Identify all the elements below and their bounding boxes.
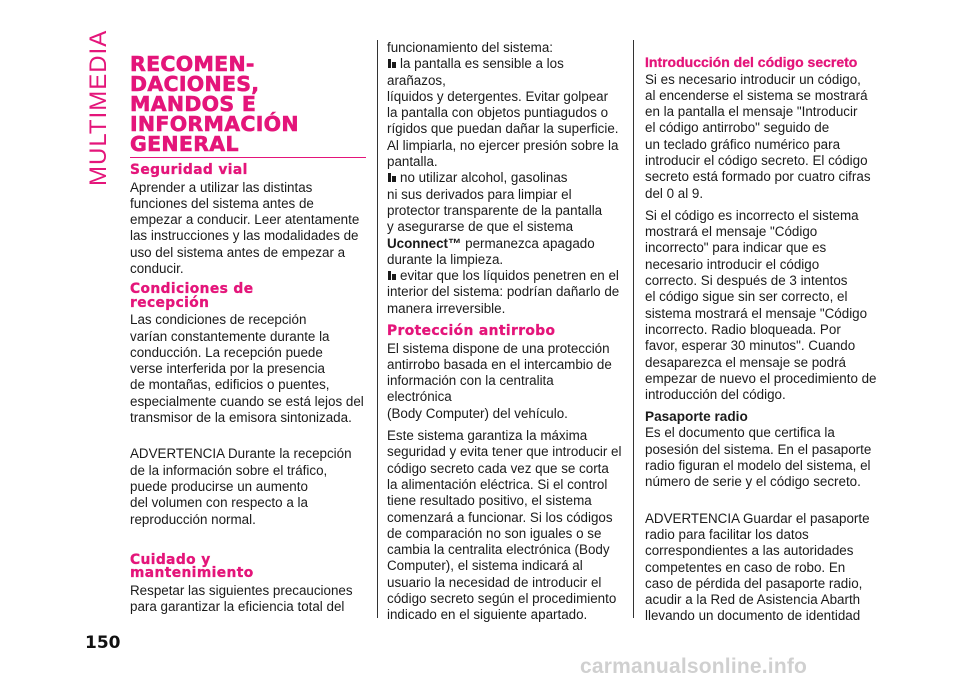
paragraph-proteccion-2: Este sistema garantiza la máxima seguridad y evita tener que introducir el código secreto cada vez que se corta la alimentación eléctrica. Si el control tiene resultado positivo, el sistema comenzará a funcionar. Si los códigos de comparación no son iguales o se cambia la centralita electrónica (Body Computer), el sistema indicará al usuario la necesidad de introducir el código secreto según el procedimiento indicado en el siguiente apartado. (387, 428, 622, 623)
bullet-text: no utilizar alcohol, gasolinas ni sus derivados para limpiar el protector transparente de la pantalla y asegurarse de que el sistema (387, 170, 603, 235)
paragraph-cuidado: Respetar las siguientes precauciones para garantizar la eficiencia total del (130, 582, 353, 615)
paragraph-codigo-1: Si es necesario introducir un código, al encenderse el sistema se mostrará en la pantalla el mensaje "Introducir el código antirrobo" seguido de un teclado gráfico numérico para introducir el código secreto. El código secreto está formado por cuatro cifras del 0 al 9. (645, 71, 871, 201)
spacer (130, 534, 366, 548)
bullet-text: la pantalla es sensible a los arañazos, líquidos y detergentes. Evitar golpear la pantalla con objetos puntiagudos o rígidos que puedan dañar la superficie. Al limpiarla, no ejercer presión sobre la pantalla. (387, 56, 619, 170)
paragraph-proteccion-1: El sistema dispone de una protección antirrobo basada en el intercambio de información con la centralita electrónica (Body Computer) del vehículo. (387, 340, 612, 421)
column-2 (387, 40, 622, 630)
bullet-item (387, 170, 622, 268)
column-3 (645, 56, 880, 631)
bullet-text: permanezca apagado durante la limpieza. (387, 235, 595, 267)
section-side-label (84, 29, 114, 190)
bullet-text: evitar que los líquidos penetren en el interior del sistema: podrían dañarlo de manera irreversible. (387, 268, 620, 316)
bullet-item (387, 56, 622, 170)
warning-trafico: ADVERTENCIA Durante la recepción de la información sobre el tráfico, puede producirse un aumento del volumen con respecto a la reproducción normal. (130, 446, 352, 527)
brand-uconnect: Uconnect™ (387, 235, 462, 251)
warning-pasaporte: ADVERTENCIA Guardar el pasaporte radio para facilitar los datos correspondientes a las autoridades competentes en caso de robo. En caso de pérdida del pasaporte radio, acudir a la Red de Asistencia Abarth llevando un documento de identidad (645, 510, 870, 624)
page-title: RECOMEN- DACIONES, MANDOS E INFORMACIÓN GENERAL (130, 54, 366, 158)
heading-condiciones-recepcion: Condiciones de recepción (130, 281, 254, 311)
bullet-item (387, 268, 622, 317)
heading-pasaporte-radio: Pasaporte radio (645, 409, 748, 425)
side-label-text: MULTIMEDIA (85, 29, 112, 186)
heading-seguridad-vial: Seguridad vial (130, 162, 248, 178)
column-divider-1 (377, 40, 378, 618)
column-divider-2 (633, 40, 634, 618)
heading-proteccion-antirrobo: Protección antirrobo (387, 323, 556, 340)
bullet-icon (387, 172, 396, 183)
paragraph-seguridad-vial: Aprender a utilizar las distintas funciones del sistema antes de empezar a conducir. Leer atentamente las instrucciones y las modalidades de uso del sistema antes de empezar a conducir. (130, 179, 360, 276)
paragraph-funcionamiento: funcionamiento del sistema: (387, 40, 553, 55)
heading-introduccion-codigo: Introducción del código secreto (645, 54, 858, 70)
paragraph-codigo-2: Si el código es incorrecto el sistema mostrará el mensaje "Código incorrecto" para indicar que es necesario introducir el código correcto. Si después de 3 intentos el código sigue sin ser correcto, el sistema mostrará el mensaje "Código incorrecto. Radio bloqueada. Por favor, esperar 30 minutos". Cuando desaparezca el mensaje se podrá empezar de nuevo el procedimiento de introducción del código. (645, 207, 877, 403)
bullet-icon (387, 58, 396, 69)
paragraph-pasaporte: Es el documento que certifica la posesión del sistema. En el pasaporte radio figuran el modelo del sistema, el número de serie y el código secreto. (645, 425, 872, 490)
paragraph-condiciones-recepcion: Las condiciones de recepción varían constantemente durante la conducción. La recepción puede verse interferida por la presencia de montañas, edificios o puentes, especialmente cuando se está lejos del transmisor de la emisora sintonizada. (130, 312, 364, 426)
column-1 (130, 40, 366, 621)
spacer (130, 432, 366, 446)
watermark: carmanualsonline.info (580, 655, 808, 678)
heading-cuidado-mantenimiento: Cuidado y mantenimiento (130, 551, 254, 582)
spacer (645, 497, 880, 511)
bullet-icon (387, 270, 396, 281)
page-number: 150 (85, 633, 121, 653)
